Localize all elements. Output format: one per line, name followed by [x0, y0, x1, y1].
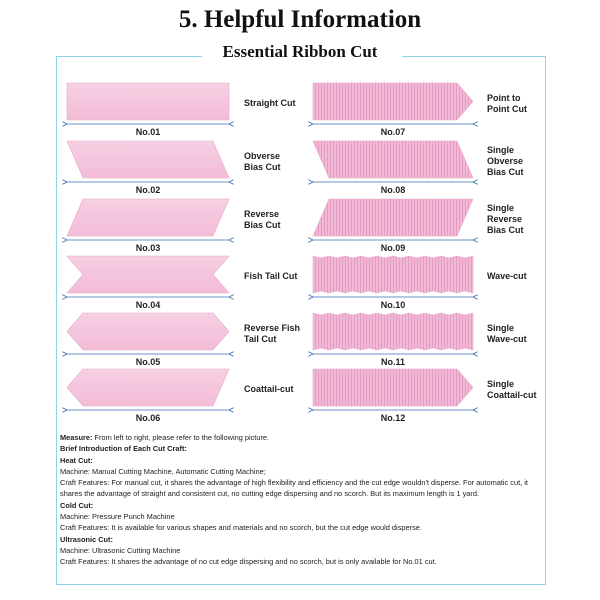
ribbon-no05 [67, 313, 229, 350]
ribbon-no09 [313, 199, 473, 236]
ribbon-cut-name: Reverse Bias Cut [244, 208, 281, 230]
ribbon-number: No.06 [135, 413, 161, 423]
cold-cut-heading: Cold Cut: [60, 500, 94, 510]
ribbon-number: No.09 [380, 243, 406, 253]
intro-heading: Brief Introduction of Each Cut Craft: [60, 444, 187, 454]
ribbon-no12 [313, 369, 473, 406]
ribbon-cut-name: Wave-cut [487, 271, 527, 281]
heat-cut-features: Craft Features: For manual cut, it shares the advantage of high flexibility and efficiency and the cut edge wouldn't disperse. For automatic cut, it shares the advantage of straight and consistent cut, no cutting edge dispersing and no scorch. But its maximum length is 1 yard. [60, 478, 528, 499]
ribbon-number: No.05 [135, 357, 161, 367]
ribbon-no04 [67, 256, 229, 293]
ribbon-number: No.03 [135, 243, 161, 253]
ultrasonic-cut-machine: Machine: Ultrasonic Cutting Machine [60, 545, 181, 555]
ribbon-no02 [67, 141, 229, 178]
ribbon-cut-name: Point to Point Cut [487, 92, 527, 114]
cold-cut-machine: Machine: Pressure Punch Machine [60, 512, 175, 522]
ribbon-number: No.10 [380, 300, 406, 310]
info-section [60, 432, 542, 568]
ribbon-cut-name: Fish Tail Cut [244, 271, 298, 281]
ribbon-cut-name: Straight Cut [244, 98, 296, 108]
ultrasonic-cut-features: Craft Features: It shares the advantage of no cut edge dispersing and no scorch, but is only available for No.01 cut. [60, 557, 437, 567]
ribbon-number: No.01 [135, 127, 161, 137]
ribbon-no06 [67, 369, 229, 406]
ribbon-cut-name: Single Wave-cut [487, 322, 527, 344]
ribbon-number: No.07 [380, 127, 406, 137]
ribbon-cut-name: Coattail-cut [244, 384, 294, 394]
ultrasonic-cut-heading: Ultrasonic Cut: [60, 534, 113, 544]
ribbon-no11 [313, 313, 473, 350]
ribbon-number: No.11 [380, 357, 405, 367]
ribbon-number: No.08 [380, 185, 406, 195]
cold-cut-features: Craft Features: It is available for various shapes and materials and no scorch, but the cut edge would disperse. [60, 523, 422, 533]
measure-text: From left to right, please refer to the following picture. [94, 433, 270, 442]
page-heading: 5. Helpful Information [178, 6, 422, 33]
ribbon-cut-name: Single Obverse Bias Cut [487, 145, 524, 177]
section-subheading: Essential Ribbon Cut [222, 42, 378, 61]
heat-cut-heading: Heat Cut: [60, 455, 93, 465]
ribbon-no03 [67, 199, 229, 236]
ribbon-cut-name: Single Coattail-cut [487, 378, 537, 400]
ribbon-no08 [313, 141, 473, 178]
ribbon-no01 [67, 83, 229, 120]
ribbon-number: No.02 [135, 185, 161, 195]
ribbon-number: No.04 [135, 300, 161, 310]
ribbon-cut-name: Reverse Fish Tail Cut [244, 322, 301, 344]
ribbon-no10 [313, 256, 473, 293]
ribbon-no07 [313, 83, 473, 120]
ribbon-number: No.12 [380, 413, 406, 423]
measure-label: Measure: [60, 433, 93, 442]
ribbon-cut-name: Obverse Bias Cut [244, 150, 281, 172]
ribbon-cut-name: Single Reverse Bias Cut [487, 203, 524, 235]
heat-cut-machine: Machine: Manual Cutting Machine, Automatic Cutting Machine; [60, 466, 266, 476]
